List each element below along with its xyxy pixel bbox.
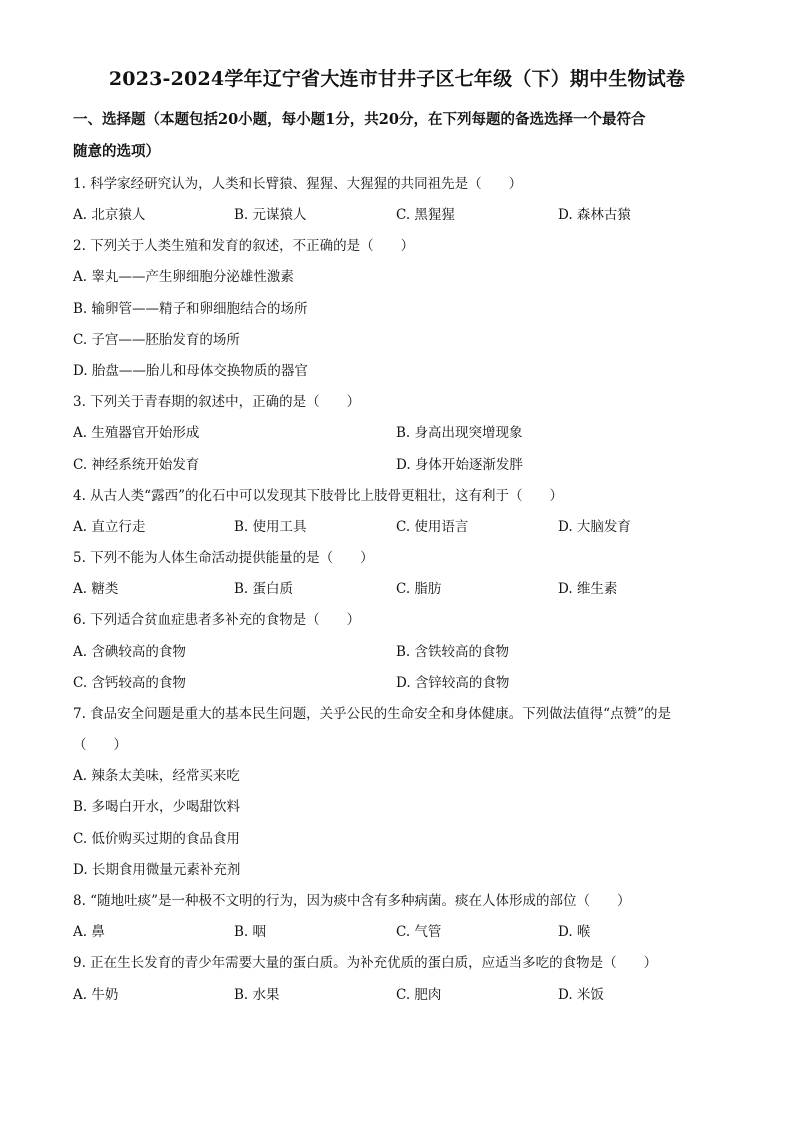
- section-heading-cont: 随意的选项）: [73, 143, 160, 160]
- option-a: A. 鼻: [73, 924, 105, 940]
- option-a: A. 生殖器官开始形成: [73, 425, 200, 441]
- option-a: A. 北京猿人: [73, 207, 146, 223]
- option-d: D. 森林古猿: [558, 207, 631, 223]
- question-stem: 8. “随地吐痰”是一种极不文明的行为，因为痰中含有多种病菌。痰在人体形成的部位（ ）: [73, 893, 631, 909]
- option-b: B. 多喝白开水，少喝甜饮料: [73, 799, 241, 815]
- option-b: B. 蛋白质: [234, 581, 294, 597]
- option-b: B. 身高出现突增现象: [396, 425, 523, 441]
- question-stem: 2. 下列关于人类生殖和发育的叙述，不正确的是（ ）: [73, 238, 415, 254]
- option-a: A. 牛奶: [73, 987, 119, 1003]
- option-d: D. 胎盘——胎儿和母体交换物质的器官: [73, 363, 308, 379]
- option-b: B. 咽: [234, 924, 267, 940]
- option-c: C. 脂肪: [396, 581, 442, 597]
- option-d: D. 长期食用微量元素补充剂: [73, 862, 241, 878]
- question-stem: 7. 食品安全问题是重大的基本民生问题，关乎公民的生命安全和身体健康。下列做法值得“点赞”的是: [73, 706, 671, 722]
- option-c: C. 使用语言: [396, 519, 469, 535]
- option-b: B. 含铁较高的食物: [396, 644, 510, 660]
- option-c: C. 黑猩猩: [396, 207, 455, 223]
- question-stem: 4. 从古人类“露西”的化石中可以发现其下肢骨比上肢骨更粗壮，这有利于（ ）: [73, 488, 563, 504]
- option-c: C. 气管: [396, 924, 442, 940]
- question-stem: 9. 正在生长发育的青少年需要大量的蛋白质。为补充优质的蛋白质，应适当多吃的食物是（ ）: [73, 955, 658, 971]
- option-b: B. 输卵管——精子和卵细胞结合的场所: [73, 301, 308, 317]
- option-a: A. 直立行走: [73, 519, 146, 535]
- option-c: C. 肥肉: [396, 987, 442, 1003]
- question-stem: 6. 下列适合贫血症患者多补充的食物是（ ）: [73, 612, 361, 628]
- option-b: B. 水果: [234, 987, 280, 1003]
- option-d: D. 米饭: [558, 987, 604, 1003]
- option-d: D. 维生素: [558, 581, 618, 597]
- option-d: D. 含锌较高的食物: [396, 675, 510, 691]
- option-b: B. 元谋猿人: [234, 207, 307, 223]
- option-c: C. 神经系统开始发育: [73, 457, 200, 473]
- section-heading: 一、选择题（本题包括20小题，每小题1分，共20分，在下列每题的备选选择一个最符合: [73, 111, 646, 128]
- option-b: B. 使用工具: [234, 519, 307, 535]
- option-c: C. 子宫——胚胎发育的场所: [73, 332, 240, 348]
- option-d: D. 身体开始逐渐发胖: [396, 457, 523, 473]
- question-stem: 5. 下列不能为人体生命活动提供能量的是（ ）: [73, 550, 374, 566]
- question-stem-cont: （ ）: [73, 737, 127, 753]
- exam-title: 2023-2024学年辽宁省大连市甘井子区七年级（下）期中生物试卷: [108, 68, 686, 90]
- option-a: A. 辣条太美味，经常买来吃: [73, 768, 240, 784]
- option-a: A. 含碘较高的食物: [73, 644, 186, 660]
- question-stem: 1. 科学家经研究认为，人类和长臂猿、猩猩、大猩猩的共同祖先是（ ）: [73, 176, 523, 192]
- question-stem: 3. 下列关于青春期的叙述中，正确的是（ ）: [73, 394, 361, 410]
- option-c: C. 含钙较高的食物: [73, 675, 186, 691]
- option-a: A. 糖类: [73, 581, 119, 597]
- option-a: A. 睾丸——产生卵细胞分泌雄性激素: [73, 269, 294, 285]
- option-d: D. 喉: [558, 924, 591, 940]
- option-c: C. 低价购买过期的食品食用: [73, 831, 240, 847]
- option-d: D. 大脑发育: [558, 519, 631, 535]
